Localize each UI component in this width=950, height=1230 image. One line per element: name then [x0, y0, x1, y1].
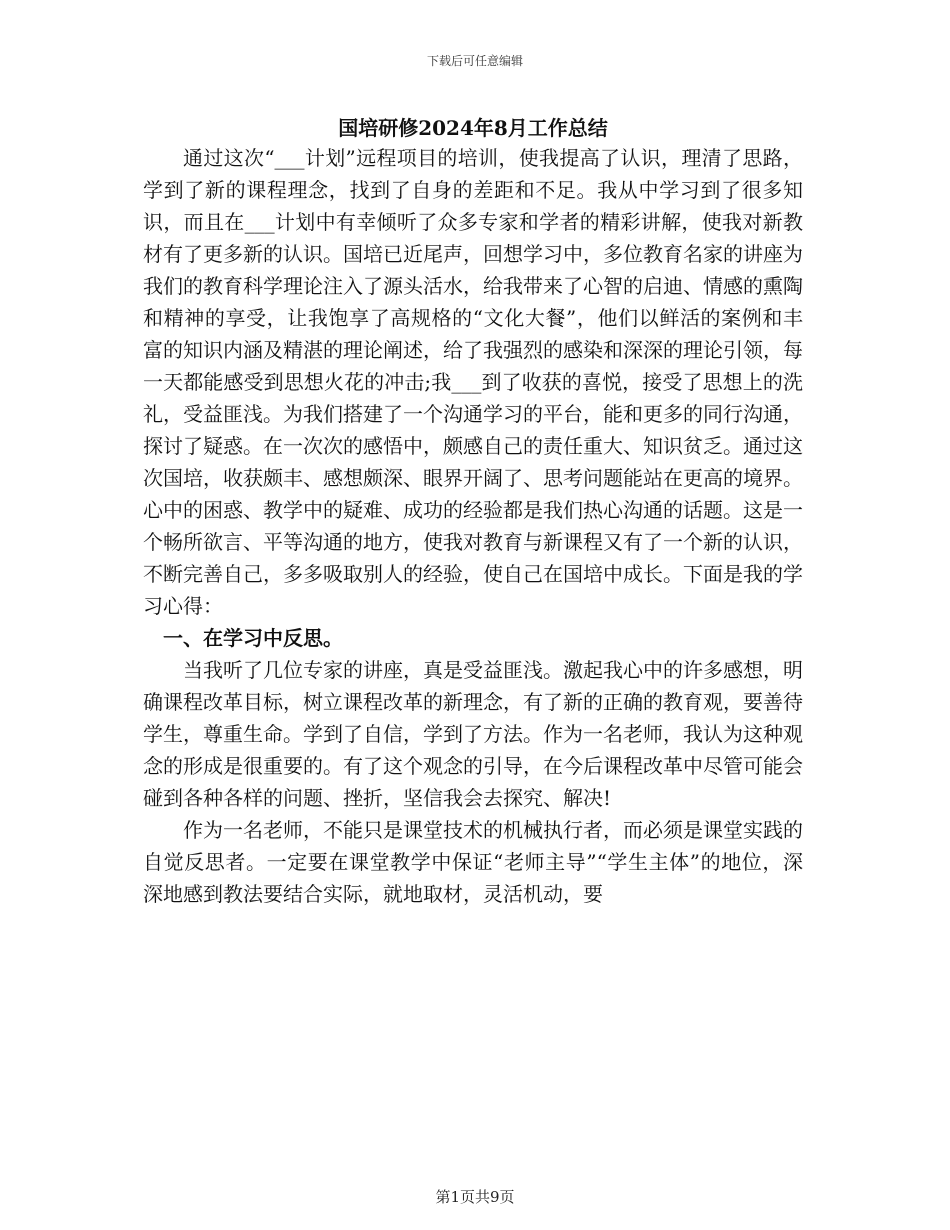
page-header: 下载后可任意编辑 [426, 54, 523, 68]
document-body [143, 116, 803, 910]
section-paragraph-2: 作为一名老师，不能只是课堂技术的机械执行者，而必须是课堂实践的自觉反思者。一定要在课堂教学中保证“老师主导”“学生主体”的地位，深深地感到教法要结合实际，就地取材，灵活机动，要 [143, 818, 803, 906]
section-paragraph-1: 当我听了几位专家的讲座，真是受益匪浅。激起我心中的许多感想，明确课程改革目标，树立课程改革的新理念，有了新的正确的教育观，要善待学生，尊重生命。学到了自信，学到了方法。作为一名老师，我认为这种观念的形成是很重要的。有了这个观念的引导，在今后课程改革中尽管可能会碰到各种各样的问题、挫折，坚信我会去探究、解决! [143, 658, 803, 810]
section-heading: 一、在学习中反思。 [163, 626, 343, 650]
page-footer: 第1页共9页 [435, 1188, 515, 1206]
document-title: 国培研修2024年8月工作总结 [338, 116, 608, 140]
intro-paragraph: 通过这次“___计划”远程项目的培训，使我提高了认识，理清了思路，学到了新的课程理念，找到了自身的差距和不足。我从中学习到了很多知识，而且在___计划中有幸倾听了众多专家和学者的精彩讲解，使我对新教材有了更多新的认识。国培已近尾声，回想学习中，多位教育名家的讲座为我们的教育科学理论注入了源头活水，给我带来了心智的启迪、情感的熏陶和精神的享受，让我饱享了高规格的“文化大餐”，他们以鲜活的案例和丰富的知识内涵及精湛的理论阐述，给了我强烈的感染和深深的理论引领，每一天都能感受到思想火花的冲击;我___到了收获的喜悦，接受了思想上的洗礼，受益匪浅。为我们搭建了一个沟通学习的平台，能和更多的同行沟通，探讨了疑惑。在一次次的感悟中，颇感自己的责任重大、知识贫乏。通过这次国培，收获颇丰、感想颇深、眼界开阔了、思考问题能站在更高的境界。心中的困惑、教学中的疑难、成功的经验都是我们热心沟通的话题。这是一个畅所欲言、平等沟通的地方，使我对教育与新课程又有了一个新的认识，不断完善自己，多多吸取别人的经验，使自己在国培中成长。下面是我的学习心得： [143, 146, 803, 618]
